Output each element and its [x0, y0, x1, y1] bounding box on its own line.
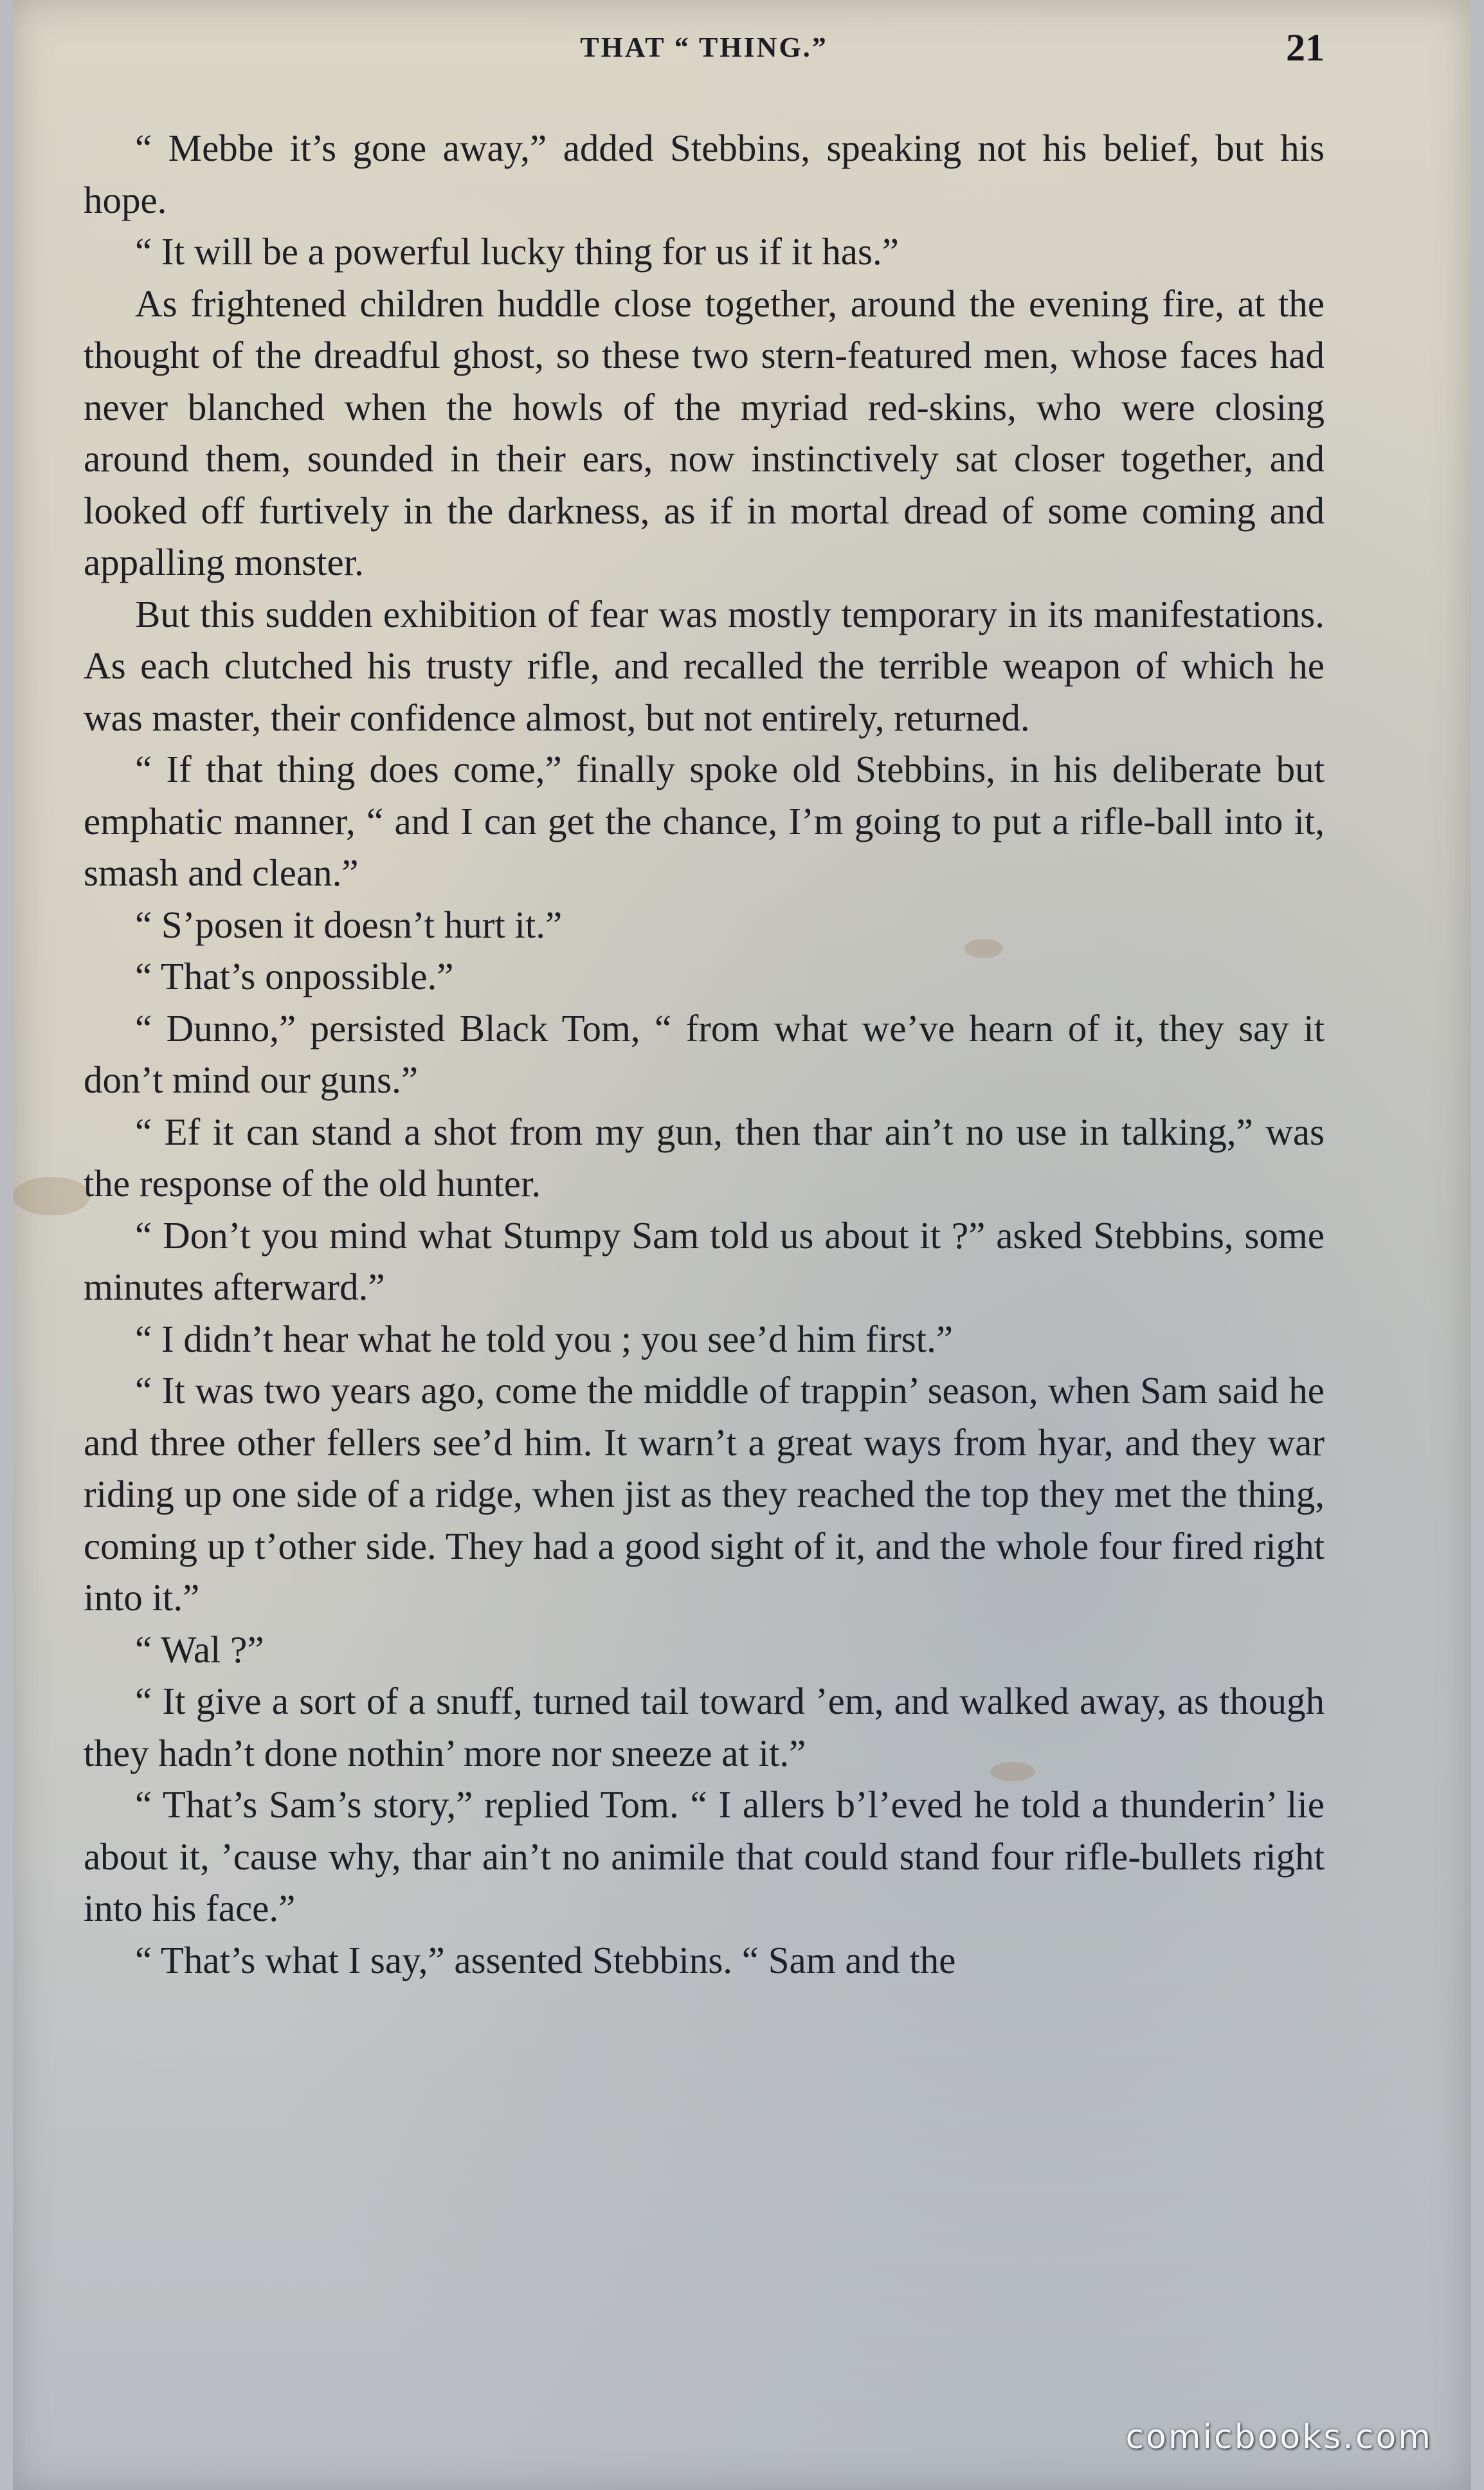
- paper-stain: [13, 1177, 90, 1215]
- paragraph: “ It will be a powerful lucky thing for us if it has.”: [135, 230, 899, 273]
- book-page: [13, 0, 1471, 2490]
- paragraph: “ That’s Sam’s story,” replied Tom. “ I allers b’l’eved he told a thunderin’ lie about it, ’cause why, thar ain’t no animile that could stand four rifle-bullets right into his face.”: [84, 1783, 1325, 1929]
- site-watermark: comicbooks.com: [1125, 2418, 1433, 2457]
- paragraph: “ Don’t you mind what Stumpy Sam told us about it ?” asked Stebbins, some minutes afterward.”: [84, 1213, 1325, 1308]
- paragraph: “ I didn’t hear what he told you ; you see’d him first.”: [135, 1317, 954, 1360]
- paragraph: As frightened children huddle close together, around the evening fire, at the thought of the dreadful ghost, so these two stern-featured men, whose faces had never blanched when the howls of the myriad red-skins, who were closing around them, sounded in their ears, now instinctively sat closer together, and looked off furtively in the darkness, as if in mortal dread of some coming and appalling monster.: [84, 282, 1325, 583]
- paragraph: “ Wal ?”: [135, 1628, 264, 1671]
- paragraph: “ S’posen it doesn’t hurt it.”: [135, 903, 563, 946]
- paragraph: “ Mebbe it’s gone away,” added Stebbins, speaking not his belief, but his hope.: [84, 127, 1325, 221]
- paragraph: “ That’s onpossible.”: [135, 955, 454, 997]
- paragraph: “ It was two years ago, come the middle of trappin’ season, when Sam said he and three other fellers see’d him. It warn’t a great ways from hyar, and they war riding up one side of a ridge, when jist as they reached the top they met the thing, coming up t’other side. They had a good sight of it, and the whole four fired right into it.”: [84, 1369, 1325, 1619]
- paragraph: “ That’s what I say,” assented Stebbins. “ Sam and the: [135, 1938, 956, 1981]
- paragraph: “ It give a sort of a snuff, turned tail toward ’em, and walked away, as though they hadn’t done nothin’ more nor sneeze at it.”: [84, 1680, 1325, 1774]
- body-text: [84, 122, 1325, 1986]
- page-header: [84, 26, 1325, 77]
- paragraph: “ Dunno,” persisted Black Tom, “ from what we’ve hearn of it, they say it don’t mind our guns.”: [84, 1006, 1325, 1101]
- paragraph: “ Ef it can stand a shot from my gun, then thar ain’t no use in talking,” was the response of the old hunter.: [84, 1110, 1325, 1204]
- paragraph: “ If that thing does come,” finally spoke old Stebbins, in his deliberate but emphatic manner, “ and I can get the chance, I’m going to put a rifle-ball into it, smash and clean.”: [84, 748, 1325, 894]
- page-number: 21: [1286, 26, 1325, 69]
- paragraph: But this sudden exhibition of fear was mostly temporary in its manifestations. As each clutched his trusty rifle, and recalled the terrible weapon of which he was master, their confidence almost, but not entirely, returned.: [84, 592, 1325, 739]
- running-head: THAT “ THING.”: [580, 32, 828, 63]
